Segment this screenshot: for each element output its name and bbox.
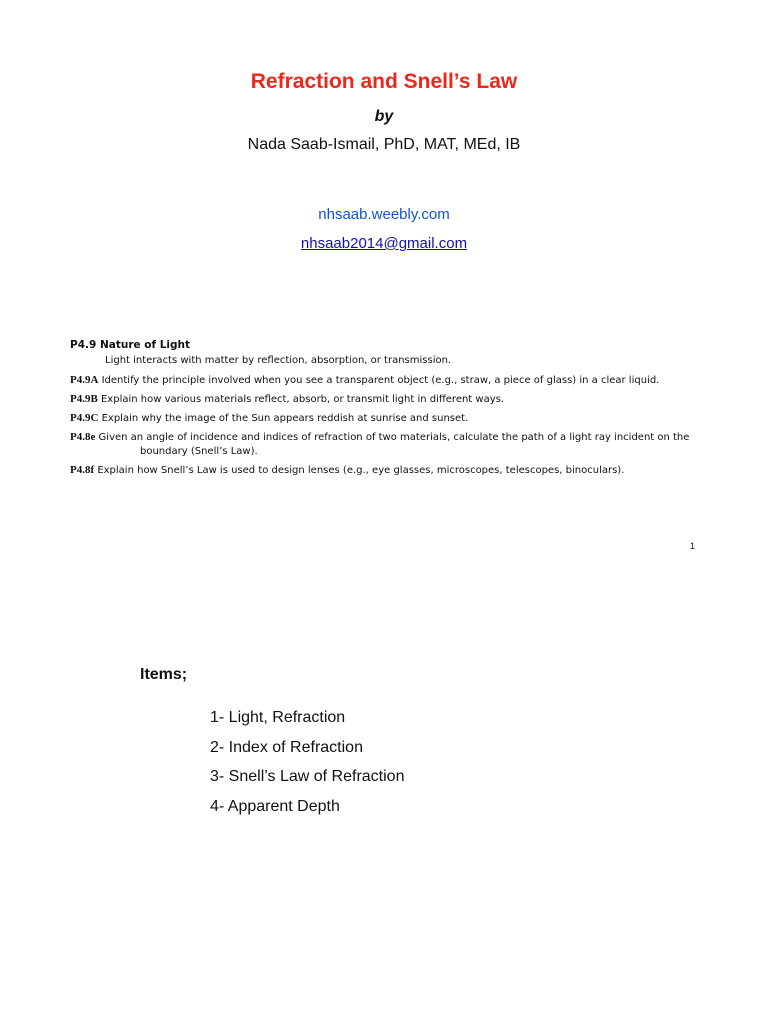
author-name: Nada Saab-Ismail, PhD, MAT, MEd, IB (247, 136, 521, 153)
items-heading: Items; (140, 666, 188, 683)
website-link[interactable]: nhsaab.weebly.com (318, 206, 450, 223)
standard-text: Explain how Snell’s Law is used to design lenses (e.g., eye glasses, microscopes, telescopes, binoculars). (94, 465, 625, 476)
email-link[interactable]: nhsaab2014@gmail.com (300, 235, 468, 252)
standards-heading: P4.9 Nature of Light (70, 339, 191, 351)
standard-text: Explain how various materials reflect, absorb, or transmit light in different ways. (97, 394, 505, 405)
list-item: 3- Snell’s Law of Refraction (210, 768, 405, 785)
standard-code: P4.8f (70, 464, 95, 476)
document-title: Refraction and Snell’s Law (250, 70, 518, 93)
list-item: 2- Index of Refraction (210, 738, 363, 756)
page-number: 1 (690, 541, 696, 551)
standard-item (70, 430, 710, 459)
items-list (210, 707, 404, 825)
standard-item (70, 392, 710, 407)
standard-item (70, 411, 710, 426)
list-item: 1- Light, Refraction (210, 709, 346, 726)
standard-text: Explain why the image of the Sun appears reddish at sunrise and sunset. (98, 413, 469, 424)
standard-code: P4.8e (70, 431, 96, 443)
standard-code: P4.9C (70, 412, 99, 424)
list-item: 4- Apparent Depth (210, 797, 340, 815)
standards-intro: Light interacts with matter by reflection, absorption, or transmission. (105, 355, 452, 366)
standard-code: P4.9B (70, 393, 98, 405)
standards-section (70, 338, 710, 478)
standard-text: Given an angle of incidence and indices of refraction of two materials, calculate the path of a light ray incident on the boundary (Snell’s Law). (95, 432, 690, 457)
standard-item (70, 463, 710, 478)
byline: by (374, 108, 394, 125)
standard-code: P4.9A (70, 374, 99, 386)
standard-text: Identify the principle involved when you see a transparent object (e.g., straw, a piece of glass) in a clear liquid. (98, 375, 660, 386)
standard-item (70, 373, 710, 388)
